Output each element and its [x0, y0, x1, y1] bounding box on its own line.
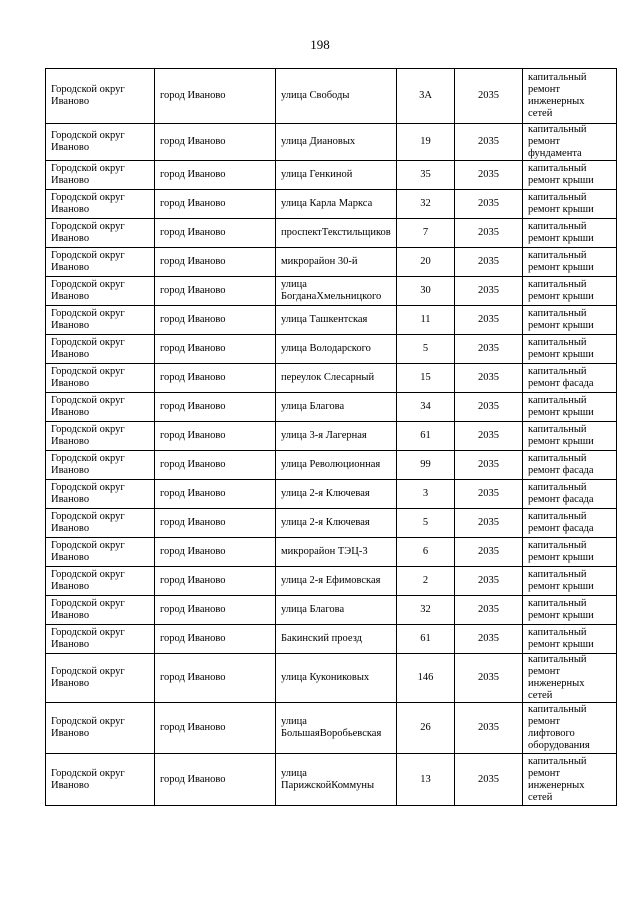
- work-type-cell-line: ремонт крыши: [528, 349, 594, 360]
- street-cell: [276, 393, 397, 422]
- work-type-cell: [523, 654, 617, 703]
- street-cell: [276, 654, 397, 703]
- work-type-cell: [523, 277, 617, 306]
- municipality-cell-line: Городской округ: [51, 424, 125, 435]
- work-type-cell-line: капитальный: [528, 540, 587, 551]
- work-type-cell: [523, 364, 617, 393]
- municipality-cell-line: Иваново: [51, 262, 90, 273]
- table-row: [46, 422, 617, 451]
- street-cell-line: улица Свободы: [281, 90, 350, 101]
- municipality-cell-line: Городской округ: [51, 540, 125, 551]
- municipality-cell-line: Городской округ: [51, 453, 125, 464]
- street-cell-line: Текстильщиков: [321, 227, 391, 238]
- settlement-cell: город Иваново: [155, 161, 276, 190]
- street-cell: [276, 509, 397, 538]
- municipality-cell: [46, 248, 155, 277]
- municipality-cell: [46, 509, 155, 538]
- work-type-cell-line: капитальный: [528, 279, 587, 290]
- work-type-cell-line: ремонт: [528, 767, 561, 779]
- table-row: [46, 124, 617, 161]
- work-type-cell-line: ремонт крыши: [528, 320, 594, 331]
- municipality-cell-line: Городской округ: [51, 598, 125, 609]
- settlement-cell: город Иваново: [155, 306, 276, 335]
- street-cell: [276, 754, 397, 806]
- municipality-cell-line: Городской округ: [51, 221, 125, 232]
- municipality-cell: [46, 393, 155, 422]
- municipality-cell: [46, 596, 155, 625]
- year-cell: 2035: [455, 364, 523, 393]
- house-number-cell: 7: [397, 219, 455, 248]
- municipality-cell: [46, 754, 155, 806]
- street-cell: [276, 306, 397, 335]
- municipality-cell-line: Иваново: [51, 204, 90, 215]
- municipality-cell-line: Иваново: [51, 436, 90, 447]
- table-row: [46, 754, 617, 806]
- work-type-cell-line: капитальный: [528, 308, 587, 319]
- municipality-cell-line: Иваново: [51, 378, 90, 389]
- municipality-cell-line: Иваново: [51, 678, 90, 689]
- year-cell: 2035: [455, 451, 523, 480]
- municipality-cell-line: Иваново: [51, 465, 90, 476]
- work-type-cell-line: ремонт крыши: [528, 407, 594, 418]
- work-type-cell-line: ремонт крыши: [528, 291, 594, 302]
- municipality-cell-line: Городской округ: [51, 250, 125, 261]
- municipality-cell: [46, 422, 155, 451]
- work-type-cell-line: сетей: [528, 690, 553, 701]
- work-type-cell-line: ремонт крыши: [528, 262, 594, 273]
- municipality-cell-line: Городской округ: [51, 366, 125, 377]
- settlement-cell: город Иваново: [155, 219, 276, 248]
- work-type-cell-line: ремонт: [528, 136, 561, 147]
- work-type-cell-line: капитальный: [528, 163, 587, 174]
- work-type-cell-line: сетей: [528, 108, 553, 119]
- municipality-cell-line: Городской округ: [51, 337, 125, 348]
- street-cell-line: микрорайон ТЭЦ-3: [281, 546, 368, 557]
- work-type-cell-line: ремонт крыши: [528, 610, 594, 621]
- work-type-cell-line: капитальный: [528, 395, 587, 406]
- municipality-cell: [46, 161, 155, 190]
- house-number-cell: 5: [397, 509, 455, 538]
- street-cell-line: Воробьевская: [319, 728, 382, 739]
- work-type-cell-line: ремонт фасада: [528, 523, 594, 534]
- house-number-cell: 35: [397, 161, 455, 190]
- table-row: [46, 567, 617, 596]
- table-body: [46, 69, 617, 806]
- table-row: [46, 451, 617, 480]
- year-cell: 2035: [455, 393, 523, 422]
- work-type-cell-line: ремонт фасада: [528, 494, 594, 505]
- table-row: [46, 480, 617, 509]
- municipality-cell-line: Иваново: [51, 291, 90, 302]
- work-type-cell: [523, 335, 617, 364]
- municipality-cell-line: Иваново: [51, 610, 90, 621]
- work-type-cell: [523, 567, 617, 596]
- municipality-cell-line: Городской округ: [51, 192, 125, 203]
- municipality-cell-line: Иваново: [51, 523, 90, 534]
- municipality-cell-line: Городской округ: [51, 569, 125, 580]
- settlement-cell: город Иваново: [155, 625, 276, 654]
- year-cell: 2035: [455, 248, 523, 277]
- table-row: [46, 161, 617, 190]
- street-cell: [276, 480, 397, 509]
- municipality-cell: [46, 480, 155, 509]
- street-cell-line: улица Генкиной: [281, 169, 353, 180]
- work-type-cell-line: капитальный: [528, 627, 587, 638]
- street-cell-line: улица Володарского: [281, 343, 371, 354]
- municipality-cell-line: Иваново: [51, 175, 90, 186]
- table-row: [46, 69, 617, 124]
- work-type-cell-line: инженерных: [528, 779, 585, 791]
- settlement-cell: город Иваново: [155, 422, 276, 451]
- settlement-cell: город Иваново: [155, 190, 276, 219]
- work-type-cell-line: капитальный: [528, 424, 587, 435]
- street-cell: [276, 703, 397, 754]
- street-cell-line: улица 2-я Ключевая: [281, 488, 370, 499]
- table-row: [46, 393, 617, 422]
- work-type-cell-line: капитальный: [528, 511, 587, 522]
- settlement-cell: город Иваново: [155, 754, 276, 806]
- municipality-cell: [46, 654, 155, 703]
- municipality-cell: [46, 625, 155, 654]
- municipality-cell-line: Городской округ: [51, 84, 125, 95]
- work-type-cell: [523, 124, 617, 161]
- table-row: [46, 654, 617, 703]
- work-type-cell-line: капитальный: [528, 453, 587, 464]
- year-cell: 2035: [455, 219, 523, 248]
- work-type-cell-line: ремонт фасада: [528, 378, 594, 389]
- municipality-cell: [46, 335, 155, 364]
- municipality-cell-line: Городской округ: [51, 482, 125, 493]
- house-number-cell: 15: [397, 364, 455, 393]
- street-cell-line: улица Благова: [281, 401, 345, 412]
- work-type-cell-line: ремонт: [528, 666, 561, 677]
- table-row: [46, 596, 617, 625]
- house-number-cell: 2: [397, 567, 455, 596]
- work-type-cell: [523, 248, 617, 277]
- work-type-cell-line: капитальный: [528, 72, 587, 83]
- settlement-cell: город Иваново: [155, 596, 276, 625]
- work-type-cell: [523, 509, 617, 538]
- work-type-cell: [523, 393, 617, 422]
- municipality-cell-line: Городской округ: [51, 308, 125, 319]
- municipality-cell-line: Иваново: [51, 96, 90, 107]
- street-cell: [276, 567, 397, 596]
- municipality-cell-line: Иваново: [51, 349, 90, 360]
- year-cell: 2035: [455, 596, 523, 625]
- work-type-cell: [523, 306, 617, 335]
- year-cell: 2035: [455, 161, 523, 190]
- municipality-cell: [46, 219, 155, 248]
- work-type-cell-line: капитальный: [528, 482, 587, 493]
- work-type-cell: [523, 69, 617, 124]
- work-type-cell-line: капитальный: [528, 366, 587, 377]
- municipality-cell-line: Иваново: [51, 233, 90, 244]
- work-type-cell-line: ремонт крыши: [528, 175, 594, 186]
- settlement-cell: город Иваново: [155, 124, 276, 161]
- house-number-cell: 61: [397, 625, 455, 654]
- street-cell: [276, 422, 397, 451]
- municipality-cell-line: Городской округ: [51, 627, 125, 638]
- work-type-cell-line: капитальный: [528, 337, 587, 348]
- municipality-cell: [46, 124, 155, 161]
- street-cell-line: улица Богдана: [281, 279, 317, 302]
- settlement-cell: город Иваново: [155, 335, 276, 364]
- street-cell: [276, 124, 397, 161]
- table-row: [46, 364, 617, 393]
- work-type-cell-line: оборудования: [528, 740, 590, 751]
- table-row: [46, 703, 617, 754]
- street-cell-line: улица Благова: [281, 604, 345, 615]
- table-row: [46, 219, 617, 248]
- work-type-cell: [523, 703, 617, 754]
- work-type-cell-line: капитальный: [528, 755, 587, 767]
- work-type-cell-line: лифтового: [528, 728, 575, 739]
- street-cell-line: Хмельницкого: [316, 291, 382, 302]
- municipality-cell: [46, 451, 155, 480]
- work-type-cell-line: ремонт крыши: [528, 436, 594, 447]
- house-number-cell: 3А: [397, 69, 455, 124]
- street-cell: [276, 625, 397, 654]
- settlement-cell: город Иваново: [155, 451, 276, 480]
- street-cell-line: улица 3-я Лагерная: [281, 430, 367, 441]
- year-cell: 2035: [455, 277, 523, 306]
- street-cell-line: улица Ташкентская: [281, 314, 368, 325]
- street-cell: [276, 161, 397, 190]
- street-cell-line: улица Большая: [281, 716, 320, 739]
- street-cell: [276, 190, 397, 219]
- house-number-cell: 19: [397, 124, 455, 161]
- municipality-cell: [46, 703, 155, 754]
- municipality-cell-line: Иваново: [51, 407, 90, 418]
- page-number: 198: [310, 37, 330, 52]
- municipality-cell: [46, 567, 155, 596]
- work-type-cell-line: инженерных: [528, 96, 585, 107]
- work-type-cell: [523, 219, 617, 248]
- work-type-cell: [523, 161, 617, 190]
- work-type-cell-line: ремонт фасада: [528, 465, 594, 476]
- municipality-cell-line: Городской округ: [51, 511, 125, 522]
- work-type-cell: [523, 190, 617, 219]
- year-cell: 2035: [455, 190, 523, 219]
- house-number-cell: 61: [397, 422, 455, 451]
- settlement-cell: город Иваново: [155, 69, 276, 124]
- street-cell-line: Коммуны: [331, 779, 375, 791]
- work-type-cell-line: инженерных: [528, 678, 585, 689]
- year-cell: 2035: [455, 538, 523, 567]
- work-type-cell: [523, 538, 617, 567]
- year-cell: 2035: [455, 703, 523, 754]
- municipality-cell-line: Иваново: [51, 779, 90, 791]
- street-cell-line: улица Парижской: [281, 767, 332, 791]
- work-type-cell-line: капитальный: [528, 221, 587, 232]
- street-cell: [276, 69, 397, 124]
- house-number-cell: 99: [397, 451, 455, 480]
- municipality-cell-line: Иваново: [51, 494, 90, 505]
- house-number-cell: 13: [397, 754, 455, 806]
- house-number-cell: 30: [397, 277, 455, 306]
- street-cell-line: Бакинский проезд: [281, 633, 362, 644]
- work-type-cell-line: ремонт крыши: [528, 639, 594, 650]
- table-row: [46, 306, 617, 335]
- table-row: [46, 277, 617, 306]
- street-cell: [276, 277, 397, 306]
- work-type-cell: [523, 422, 617, 451]
- street-cell-line: проспект: [281, 227, 322, 238]
- table-row: [46, 335, 617, 364]
- table-row: [46, 538, 617, 567]
- municipality-cell-line: Городской округ: [51, 163, 125, 174]
- house-number-cell: 20: [397, 248, 455, 277]
- settlement-cell: город Иваново: [155, 509, 276, 538]
- work-type-cell: [523, 480, 617, 509]
- house-number-cell: 32: [397, 596, 455, 625]
- street-cell-line: улица Кукониковых: [281, 672, 370, 683]
- settlement-cell: город Иваново: [155, 277, 276, 306]
- year-cell: 2035: [455, 509, 523, 538]
- year-cell: 2035: [455, 654, 523, 703]
- municipality-cell-line: Иваново: [51, 320, 90, 331]
- table-row: [46, 190, 617, 219]
- year-cell: 2035: [455, 754, 523, 806]
- table-row: [46, 509, 617, 538]
- street-cell-line: переулок Слесарный: [281, 372, 375, 383]
- house-number-cell: 34: [397, 393, 455, 422]
- settlement-cell: город Иваново: [155, 248, 276, 277]
- municipality-cell-line: Городской округ: [51, 279, 125, 290]
- work-type-cell-line: капитальный: [528, 704, 587, 715]
- settlement-cell: город Иваново: [155, 654, 276, 703]
- municipality-cell-line: Иваново: [51, 552, 90, 563]
- table-row: [46, 625, 617, 654]
- work-type-cell-line: капитальный: [528, 598, 587, 609]
- repair-schedule-table: [45, 68, 617, 806]
- municipality-cell-line: Иваново: [51, 728, 90, 739]
- settlement-cell: город Иваново: [155, 393, 276, 422]
- year-cell: 2035: [455, 69, 523, 124]
- street-cell-line: улица 2-я Ключевая: [281, 517, 370, 528]
- work-type-cell-line: капитальный: [528, 250, 587, 261]
- municipality-cell-line: Городской округ: [51, 767, 125, 779]
- work-type-cell-line: капитальный: [528, 192, 587, 203]
- work-type-cell: [523, 625, 617, 654]
- municipality-cell: [46, 69, 155, 124]
- house-number-cell: 11: [397, 306, 455, 335]
- street-cell-line: улица 2-я Ефимовская: [281, 575, 381, 586]
- work-type-cell-line: сетей: [528, 791, 553, 803]
- street-cell: [276, 248, 397, 277]
- municipality-cell: [46, 190, 155, 219]
- municipality-cell-line: Городской округ: [51, 130, 125, 141]
- work-type-cell-line: ремонт крыши: [528, 581, 594, 592]
- municipality-cell: [46, 538, 155, 567]
- work-type-cell-line: капитальный: [528, 569, 587, 580]
- house-number-cell: 3: [397, 480, 455, 509]
- year-cell: 2035: [455, 306, 523, 335]
- settlement-cell: город Иваново: [155, 538, 276, 567]
- street-cell: [276, 335, 397, 364]
- municipality-cell-line: Иваново: [51, 639, 90, 650]
- street-cell-line: улица Революционная: [281, 459, 381, 470]
- municipality-cell-line: Городской округ: [51, 716, 125, 727]
- work-type-cell: [523, 596, 617, 625]
- year-cell: 2035: [455, 480, 523, 509]
- street-cell: [276, 596, 397, 625]
- work-type-cell-line: ремонт крыши: [528, 552, 594, 563]
- work-type-cell-line: ремонт крыши: [528, 204, 594, 215]
- work-type-cell: [523, 451, 617, 480]
- street-cell-line: улица Диановых: [281, 136, 356, 147]
- house-number-cell: 32: [397, 190, 455, 219]
- street-cell-line: микрорайон 30-й: [281, 256, 358, 267]
- work-type-cell-line: ремонт: [528, 716, 561, 727]
- table-row: [46, 248, 617, 277]
- work-type-cell-line: фундамента: [528, 148, 582, 159]
- street-cell-line: улица Карла Маркса: [281, 198, 373, 209]
- year-cell: 2035: [455, 335, 523, 364]
- house-number-cell: 6: [397, 538, 455, 567]
- municipality-cell-line: Иваново: [51, 142, 90, 153]
- settlement-cell: город Иваново: [155, 480, 276, 509]
- municipality-cell-line: Иваново: [51, 581, 90, 592]
- municipality-cell-line: Городской округ: [51, 395, 125, 406]
- house-number-cell: 26: [397, 703, 455, 754]
- settlement-cell: город Иваново: [155, 364, 276, 393]
- work-type-cell: [523, 754, 617, 806]
- municipality-cell: [46, 277, 155, 306]
- house-number-cell: 5: [397, 335, 455, 364]
- municipality-cell: [46, 306, 155, 335]
- municipality-cell-line: Городской округ: [51, 666, 125, 677]
- year-cell: 2035: [455, 422, 523, 451]
- work-type-cell-line: капитальный: [528, 654, 587, 665]
- street-cell: [276, 219, 397, 248]
- settlement-cell: город Иваново: [155, 567, 276, 596]
- settlement-cell: город Иваново: [155, 703, 276, 754]
- street-cell: [276, 538, 397, 567]
- work-type-cell-line: ремонт: [528, 84, 561, 95]
- street-cell: [276, 364, 397, 393]
- work-type-cell-line: ремонт крыши: [528, 233, 594, 244]
- year-cell: 2035: [455, 124, 523, 161]
- work-type-cell-line: капитальный: [528, 124, 587, 135]
- year-cell: 2035: [455, 625, 523, 654]
- street-cell: [276, 451, 397, 480]
- house-number-cell: 146: [397, 654, 455, 703]
- municipality-cell: [46, 364, 155, 393]
- year-cell: 2035: [455, 567, 523, 596]
